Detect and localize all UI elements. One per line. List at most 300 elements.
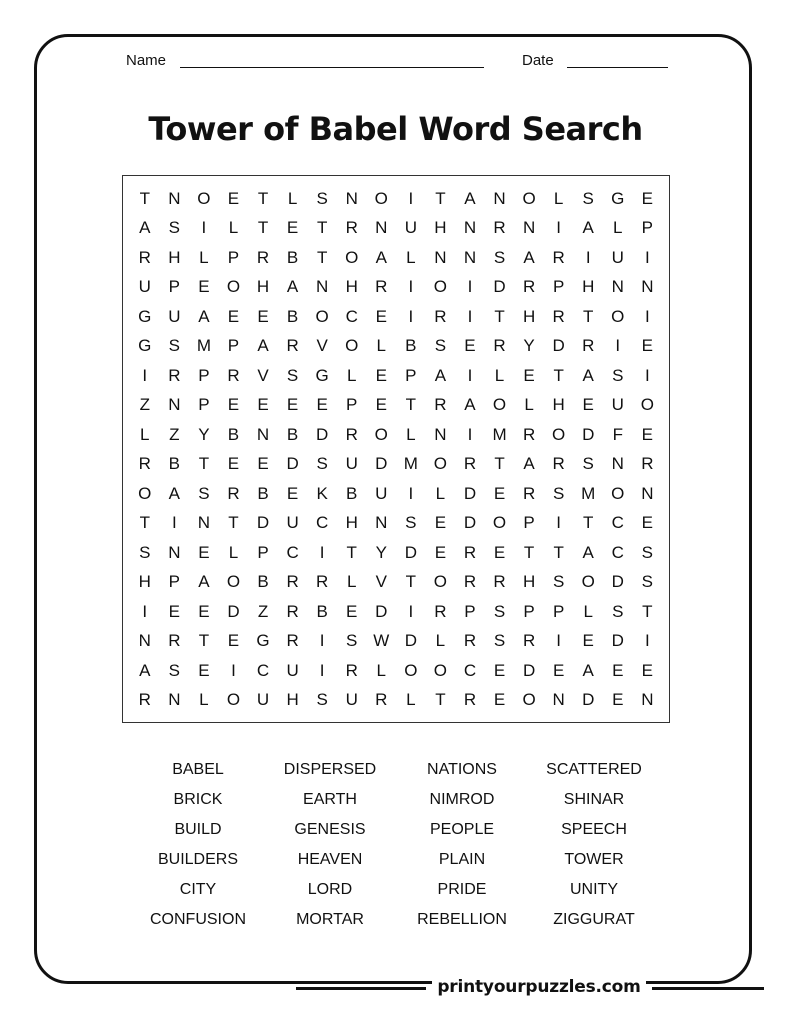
grid-cell[interactable]: P [257,542,269,562]
grid-cell[interactable]: A [198,572,210,592]
grid-cell[interactable]: E [198,660,210,680]
grid-cell[interactable]: I [556,631,562,651]
grid-cell[interactable]: O [197,188,211,208]
grid-cell[interactable]: T [553,542,564,562]
grid-cell[interactable]: D [582,424,595,444]
grid-cell[interactable]: A [286,277,299,297]
grid-cell[interactable]: S [434,336,447,356]
grid-cell[interactable]: C [316,513,329,533]
grid-cell[interactable]: B [346,483,358,503]
grid-cell[interactable]: A [464,395,476,415]
grid-cell[interactable]: I [142,601,148,621]
grid-cell[interactable]: H [434,218,447,238]
grid-cell[interactable]: N [256,424,270,444]
grid-cell[interactable]: R [463,542,477,562]
grid-cell[interactable]: P [227,336,240,356]
grid-cell[interactable]: E [493,660,506,680]
grid-cell[interactable]: L [228,218,239,238]
grid-cell[interactable]: A [582,660,594,680]
grid-cell[interactable]: C [345,306,358,326]
grid-cell[interactable]: I [467,277,473,297]
grid-cell[interactable]: R [641,454,654,474]
grid-cell[interactable]: A [523,454,535,474]
grid-cell[interactable]: I [142,365,148,385]
grid-cell[interactable]: I [467,424,473,444]
grid-cell[interactable]: B [286,247,299,267]
grid-cell[interactable]: R [552,306,565,326]
grid-cell[interactable]: L [376,660,387,680]
grid-cell[interactable]: R [286,572,299,592]
grid-cell[interactable]: E [286,218,299,238]
grid-cell[interactable]: L [406,247,416,267]
grid-cell[interactable]: S [346,631,358,651]
grid-cell[interactable]: B [286,306,299,326]
grid-cell[interactable]: R [463,631,477,651]
grid-cell[interactable]: P [227,247,240,267]
grid-cell[interactable]: A [257,336,269,356]
grid-cell[interactable]: S [405,513,417,533]
grid-cell[interactable]: R [345,660,358,680]
grid-cell[interactable]: L [613,218,623,238]
grid-cell[interactable]: A [168,483,181,503]
grid-cell[interactable]: E [227,631,240,651]
grid-cell[interactable]: L [524,395,534,415]
grid-cell[interactable]: G [611,188,625,208]
grid-cell[interactable]: I [408,483,414,503]
grid-cell[interactable]: O [345,247,359,267]
grid-cell[interactable]: O [433,660,448,680]
grid-cell[interactable]: R [552,247,565,267]
grid-cell[interactable]: R [286,336,299,356]
grid-cell[interactable]: S [139,542,151,562]
grid-cell[interactable]: S [286,365,299,385]
grid-cell[interactable]: R [463,454,477,474]
grid-cell[interactable]: E [523,365,535,385]
grid-cell[interactable]: O [374,188,388,208]
grid-cell[interactable]: I [585,247,591,267]
grid-cell[interactable]: D [463,483,477,503]
grid-cell[interactable]: A [139,218,151,238]
grid-cell[interactable]: E [375,395,387,415]
grid-cell[interactable]: P [641,218,654,238]
grid-cell[interactable]: E [257,454,269,474]
grid-cell[interactable]: U [345,690,358,710]
grid-cell[interactable]: T [139,513,150,533]
grid-cell[interactable]: D [463,513,477,533]
grid-cell[interactable]: O [226,572,241,592]
grid-cell[interactable]: I [644,631,650,651]
grid-cell[interactable]: R [434,395,447,415]
grid-cell[interactable]: V [375,572,387,592]
grid-cell[interactable]: T [316,247,328,267]
grid-cell[interactable]: I [408,277,414,297]
grid-cell[interactable]: T [316,218,328,238]
grid-cell[interactable]: U [256,690,270,710]
grid-cell[interactable]: E [493,542,506,562]
grid-cell[interactable]: F [612,424,623,444]
grid-cell[interactable]: R [375,277,388,297]
grid-cell[interactable]: R [138,454,151,474]
grid-cell[interactable]: B [405,336,417,356]
grid-cell[interactable]: E [434,542,447,562]
grid-cell[interactable]: E [286,395,299,415]
grid-cell[interactable]: O [552,424,566,444]
grid-cell[interactable]: D [493,277,506,297]
grid-cell[interactable]: M [196,336,211,356]
grid-cell[interactable]: T [583,513,594,533]
grid-cell[interactable]: U [168,306,181,326]
grid-cell[interactable]: D [611,572,624,592]
grid-cell[interactable]: I [201,218,207,238]
grid-cell[interactable]: L [140,424,150,444]
grid-cell[interactable]: I [319,660,325,680]
grid-cell[interactable]: N [463,218,477,238]
grid-cell[interactable]: A [375,247,387,267]
grid-cell[interactable]: R [493,336,506,356]
grid-cell[interactable]: E [316,395,328,415]
grid-cell[interactable]: A [139,660,151,680]
grid-cell[interactable]: M [492,424,507,444]
grid-cell[interactable]: T [642,601,653,621]
grid-cell[interactable]: L [287,188,298,208]
grid-cell[interactable]: L [494,365,505,385]
grid-cell[interactable]: N [168,188,181,208]
grid-cell[interactable]: D [404,631,417,651]
grid-cell[interactable]: R [493,572,506,592]
grid-cell[interactable]: R [286,601,299,621]
grid-cell[interactable]: E [493,483,506,503]
grid-cell[interactable]: R [227,365,240,385]
grid-cell[interactable]: L [376,336,387,356]
grid-cell[interactable]: H [522,572,536,592]
grid-cell[interactable]: P [168,572,181,592]
grid-cell[interactable]: O [492,395,507,415]
grid-cell[interactable]: V [316,336,328,356]
grid-cell[interactable]: N [493,188,506,208]
grid-cell[interactable]: R [375,690,388,710]
grid-cell[interactable]: R [434,306,447,326]
grid-cell[interactable]: I [556,218,562,238]
grid-cell[interactable]: L [346,572,357,592]
grid-cell[interactable]: V [257,365,269,385]
grid-cell[interactable]: E [375,365,387,385]
grid-cell[interactable]: S [612,365,624,385]
grid-cell[interactable]: O [433,572,448,592]
grid-cell[interactable]: S [582,188,594,208]
grid-cell[interactable]: E [641,188,654,208]
grid-cell[interactable]: T [228,513,239,533]
grid-cell[interactable]: T [405,395,417,415]
grid-cell[interactable]: G [256,631,270,651]
grid-cell[interactable]: O [345,336,359,356]
grid-cell[interactable]: U [611,395,624,415]
grid-cell[interactable]: N [168,690,181,710]
grid-cell[interactable]: Y [198,424,210,444]
grid-cell[interactable]: H [552,395,565,415]
grid-cell[interactable]: R [138,247,151,267]
grid-cell[interactable]: D [522,660,536,680]
grid-cell[interactable]: H [168,247,181,267]
grid-cell[interactable]: S [198,483,210,503]
grid-cell[interactable]: A [582,365,594,385]
grid-cell[interactable]: N [641,483,654,503]
grid-cell[interactable]: I [171,513,177,533]
grid-cell[interactable]: E [582,395,594,415]
grid-cell[interactable]: D [286,454,299,474]
grid-cell[interactable]: I [644,306,650,326]
grid-cell[interactable]: D [227,601,240,621]
grid-cell[interactable]: S [493,631,506,651]
grid-cell[interactable]: P [523,513,535,533]
grid-cell[interactable]: T [257,218,269,238]
grid-cell[interactable]: E [552,660,565,680]
grid-cell[interactable]: N [434,424,447,444]
grid-cell[interactable]: T [198,631,210,651]
grid-cell[interactable]: G [315,365,329,385]
grid-cell[interactable]: O [374,424,388,444]
grid-cell[interactable]: U [611,247,624,267]
grid-cell[interactable]: L [435,483,446,503]
grid-cell[interactable]: E [198,542,210,562]
grid-cell[interactable]: R [345,218,358,238]
grid-cell[interactable]: B [316,601,328,621]
grid-cell[interactable]: P [552,601,565,621]
grid-cell[interactable]: G [138,336,152,356]
grid-cell[interactable]: C [611,513,624,533]
grid-cell[interactable]: I [644,247,650,267]
grid-cell[interactable]: A [198,306,210,326]
grid-cell[interactable]: D [375,601,388,621]
grid-cell[interactable]: S [552,483,565,503]
grid-cell[interactable]: U [404,218,417,238]
grid-cell[interactable]: R [256,247,270,267]
grid-cell[interactable]: H [286,690,299,710]
grid-cell[interactable]: N [611,454,624,474]
grid-cell[interactable]: T [494,306,505,326]
grid-cell[interactable]: C [611,542,624,562]
grid-cell[interactable]: R [316,572,329,592]
grid-cell[interactable]: I [231,660,236,680]
grid-cell[interactable]: T [198,454,210,474]
grid-cell[interactable]: E [641,336,654,356]
grid-cell[interactable]: S [168,660,181,680]
grid-cell[interactable]: H [256,277,270,297]
grid-cell[interactable]: S [612,601,624,621]
grid-cell[interactable]: N [611,277,624,297]
grid-cell[interactable]: S [552,572,565,592]
footer-site-link[interactable]: printyourpuzzles.com [432,972,646,1002]
grid-cell[interactable]: E [641,660,654,680]
grid-cell[interactable]: E [257,395,269,415]
grid-cell[interactable]: O [404,660,418,680]
grid-cell[interactable]: O [581,572,595,592]
grid-cell[interactable]: P [168,277,181,297]
grid-cell[interactable]: Z [169,424,180,444]
grid-cell[interactable]: N [345,188,358,208]
grid-cell[interactable]: O [522,690,536,710]
grid-cell[interactable]: D [404,542,417,562]
grid-cell[interactable]: I [408,306,414,326]
grid-cell[interactable]: S [493,247,506,267]
grid-cell[interactable]: S [493,601,506,621]
grid-cell[interactable]: N [316,277,329,297]
grid-cell[interactable]: P [405,365,417,385]
grid-cell[interactable]: K [316,483,328,503]
grid-cell[interactable]: E [641,424,654,444]
grid-cell[interactable]: W [373,631,390,651]
grid-cell[interactable]: E [612,660,624,680]
grid-cell[interactable]: Z [139,395,150,415]
grid-cell[interactable]: R [463,572,477,592]
grid-cell[interactable]: R [168,365,181,385]
grid-cell[interactable]: A [523,247,535,267]
grid-cell[interactable]: N [375,513,388,533]
grid-cell[interactable]: O [315,306,329,326]
grid-cell[interactable]: T [405,572,417,592]
grid-cell[interactable]: L [553,188,564,208]
grid-cell[interactable]: R [434,601,447,621]
grid-cell[interactable]: R [168,631,181,651]
grid-cell[interactable]: P [346,395,358,415]
grid-cell[interactable]: I [644,365,650,385]
grid-cell[interactable]: N [434,247,447,267]
grid-cell[interactable]: S [641,572,654,592]
grid-cell[interactable]: L [406,424,416,444]
grid-cell[interactable]: L [199,247,209,267]
grid-cell[interactable]: D [316,424,329,444]
grid-cell[interactable]: T [583,306,594,326]
grid-cell[interactable]: P [198,395,210,415]
grid-cell[interactable]: Y [375,542,387,562]
grid-cell[interactable]: N [641,690,654,710]
grid-cell[interactable]: O [138,483,152,503]
grid-cell[interactable]: E [227,306,240,326]
grid-cell[interactable]: L [228,542,239,562]
grid-cell[interactable]: R [522,277,536,297]
grid-cell[interactable]: U [375,483,388,503]
grid-cell[interactable]: D [582,690,595,710]
grid-cell[interactable]: A [582,542,594,562]
grid-cell[interactable]: E [493,690,506,710]
grid-cell[interactable]: R [138,690,151,710]
grid-cell[interactable]: S [641,542,654,562]
grid-cell[interactable]: B [257,572,269,592]
grid-cell[interactable]: U [286,513,299,533]
grid-cell[interactable]: E [434,513,447,533]
grid-cell[interactable]: M [581,483,596,503]
grid-cell[interactable]: P [464,601,476,621]
grid-cell[interactable]: O [611,306,625,326]
grid-cell[interactable]: T [346,542,357,562]
grid-cell[interactable]: A [582,218,594,238]
grid-cell[interactable]: S [316,188,328,208]
grid-cell[interactable]: T [523,542,535,562]
grid-cell[interactable]: T [435,188,446,208]
grid-cell[interactable]: B [168,454,181,474]
grid-cell[interactable]: E [227,395,240,415]
grid-cell[interactable]: E [227,188,240,208]
grid-cell[interactable]: D [552,336,565,356]
grid-cell[interactable]: O [226,277,241,297]
grid-cell[interactable]: R [522,424,536,444]
grid-cell[interactable]: A [464,188,476,208]
grid-cell[interactable]: E [612,690,624,710]
grid-cell[interactable]: E [582,631,594,651]
grid-cell[interactable]: D [256,513,270,533]
grid-cell[interactable]: O [522,188,536,208]
grid-cell[interactable]: N [641,277,654,297]
grid-cell[interactable]: C [463,660,477,680]
grid-cell[interactable]: C [256,660,270,680]
grid-cell[interactable]: T [494,454,505,474]
grid-cell[interactable]: O [433,277,448,297]
grid-cell[interactable]: N [552,690,565,710]
grid-cell[interactable]: H [522,306,536,326]
grid-cell[interactable]: R [345,424,358,444]
grid-cell[interactable]: P [198,365,210,385]
grid-cell[interactable]: I [319,631,325,651]
grid-cell[interactable]: E [227,454,240,474]
grid-cell[interactable]: E [464,336,476,356]
grid-cell[interactable]: L [199,690,209,710]
grid-cell[interactable]: S [582,454,594,474]
grid-cell[interactable]: O [226,690,241,710]
grid-cell[interactable]: E [198,277,210,297]
grid-cell[interactable]: O [640,395,654,415]
grid-cell[interactable]: R [522,483,536,503]
grid-cell[interactable]: A [434,365,447,385]
grid-cell[interactable]: S [168,218,181,238]
grid-cell[interactable]: S [168,336,181,356]
grid-cell[interactable]: I [408,188,414,208]
grid-cell[interactable]: E [286,483,299,503]
grid-cell[interactable]: T [139,188,150,208]
grid-cell[interactable]: R [286,631,299,651]
grid-cell[interactable]: O [492,513,507,533]
grid-cell[interactable]: C [286,542,299,562]
grid-cell[interactable]: P [552,277,565,297]
grid-cell[interactable]: U [345,454,358,474]
grid-cell[interactable]: I [319,542,325,562]
grid-cell[interactable]: L [435,631,446,651]
grid-cell[interactable]: N [522,218,536,238]
grid-cell[interactable]: H [345,277,358,297]
grid-cell[interactable]: U [286,660,299,680]
grid-cell[interactable]: R [582,336,595,356]
grid-cell[interactable]: D [611,631,624,651]
grid-cell[interactable]: Y [523,336,535,356]
grid-cell[interactable]: L [583,601,593,621]
grid-cell[interactable]: N [138,631,151,651]
grid-cell[interactable]: N [463,247,477,267]
grid-cell[interactable]: E [168,601,181,621]
grid-cell[interactable]: E [346,601,358,621]
grid-cell[interactable]: R [522,631,536,651]
grid-cell[interactable]: R [463,690,477,710]
grid-cell[interactable]: I [615,336,621,356]
grid-cell[interactable]: B [227,424,240,444]
grid-cell[interactable]: O [611,483,625,503]
grid-cell[interactable]: T [435,690,446,710]
grid-cell[interactable]: N [375,218,388,238]
grid-cell[interactable]: I [467,306,473,326]
grid-cell[interactable]: L [406,690,416,710]
grid-cell[interactable]: N [168,542,181,562]
grid-cell[interactable]: N [197,513,211,533]
grid-cell[interactable]: G [138,306,152,326]
grid-cell[interactable]: R [552,454,565,474]
grid-cell[interactable]: E [641,513,654,533]
